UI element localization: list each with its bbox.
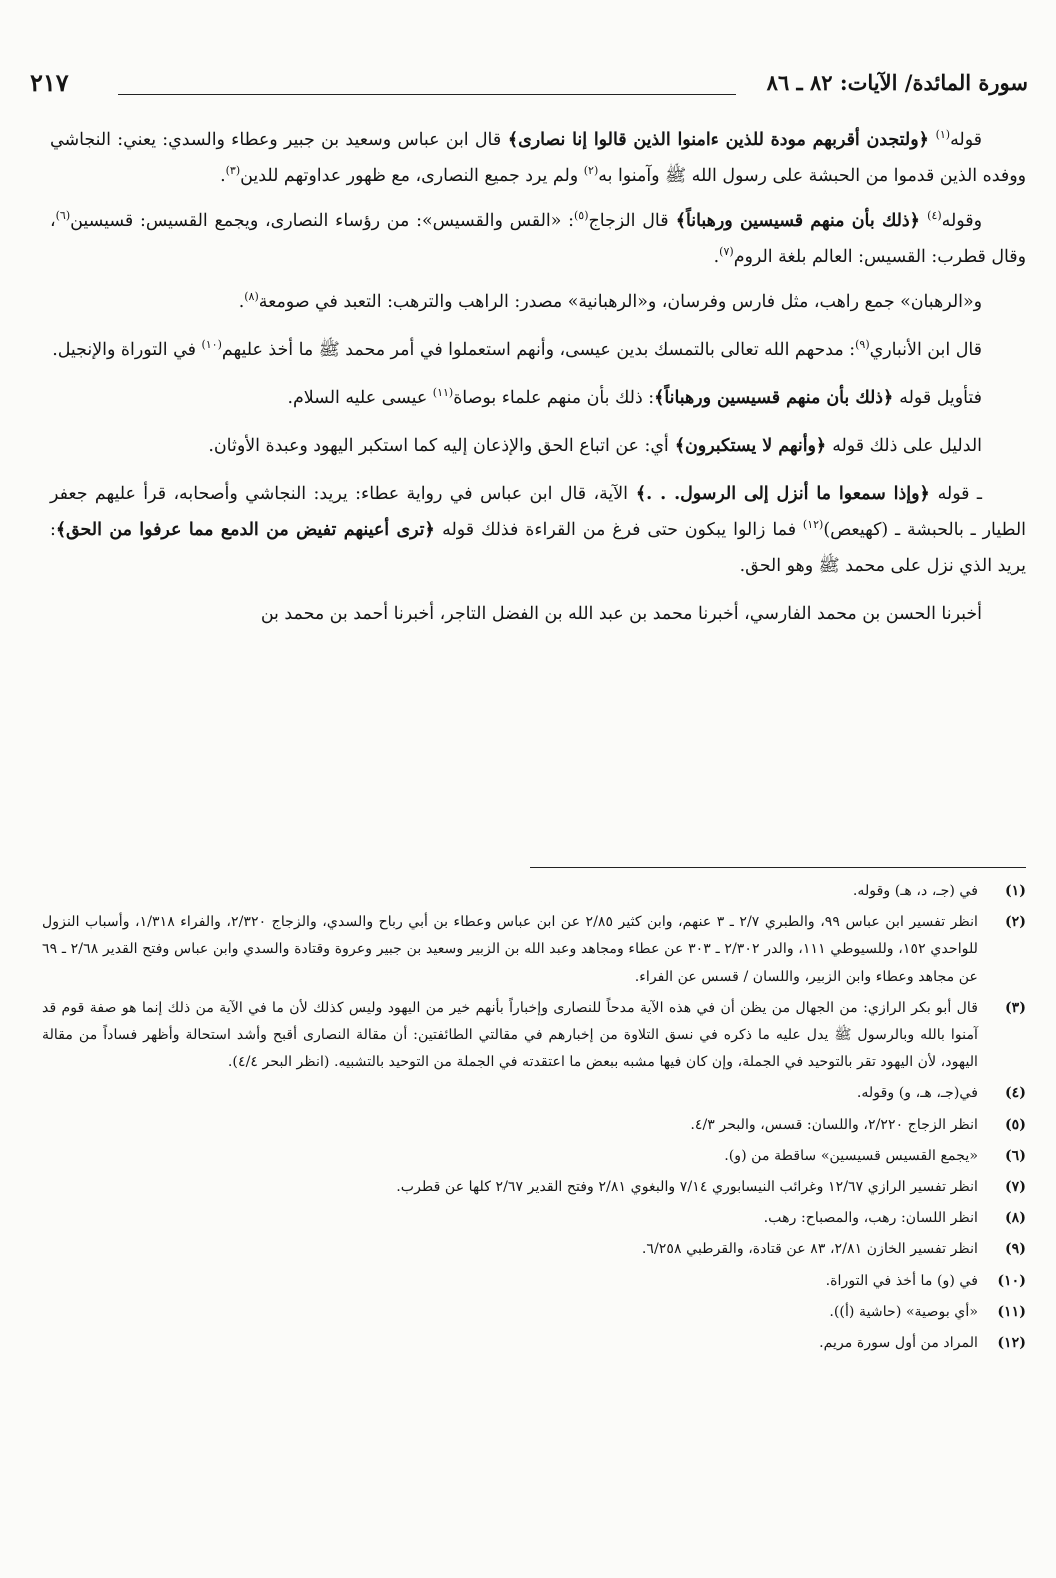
paragraph-text: قال الزجاج — [588, 211, 669, 231]
paragraph-8 — [50, 596, 1026, 632]
footnote-number: (١٢) — [997, 1335, 1026, 1352]
footnote-text: في(جـ، هـ، و) وقوله. — [856, 1085, 978, 1102]
footnote-ref: (٨) — [244, 290, 259, 304]
paragraph-text: : «القس والقسيس»: من رؤساء النصارى، ويجمع القسيس: قسيسين — [70, 211, 574, 231]
footnote-number: (١٠) — [997, 1272, 1026, 1289]
paragraph-text: أخبرنا الحسن بن محمد الفارسي، أخبرنا محمد بن عبد الله بن الفضل التاجر، أخبرنا أحمد بن محمد بن — [260, 604, 982, 624]
paragraph-text: الآية، قال ابن عباس في رواية عطاء: يريد: النجاشي وأصحابه، قرأ عليهم جعفر الطيار ـ بالحبشة ـ (كهيعص) — [50, 484, 1027, 540]
footnote — [42, 1236, 1026, 1263]
footnote-ref: (١٢) — [802, 518, 824, 532]
quran-quote: ﴿ولتجدن أقربهم مودة للذين ءامنوا الذين قالوا إنا نصارى﴾ — [501, 130, 936, 150]
paragraph-text: قال ابن الأنباري — [869, 340, 982, 360]
footnote-text: في (و) ما أخذ في التوراة. — [825, 1272, 978, 1289]
paragraph-text: . — [238, 292, 245, 312]
footnote-text: في (جـ، د، هـ) وقوله. — [852, 883, 978, 899]
paragraph-text: فتأويل قوله — [899, 388, 982, 408]
paragraph-text: و«الرهبان» جمع راهب، مثل فارس وفرسان، و«الرهبانية» مصدر: الراهب والترهب: التعبد في صومعة — [258, 292, 982, 312]
paragraph-text: ولم يرد جميع النصارى، مع ظهور عداوتهم للدين — [240, 166, 584, 186]
quran-quote: ﴿وإذا سمعوا ما أنزل إلى الرسول. . .﴾ — [628, 484, 938, 504]
running-header — [30, 70, 1028, 106]
footnote — [42, 1112, 1026, 1139]
footnote-number: (٦) — [1004, 1147, 1026, 1164]
footnote-text: «أي بوصية» (حاشية (أ)). — [829, 1303, 978, 1320]
footnote — [42, 1174, 1026, 1201]
footnote — [42, 1330, 1026, 1357]
quran-quote: ﴿ذلك بأن منهم قسيسين ورهباناً﴾ — [668, 211, 928, 231]
paragraph-text: ـ قوله — [937, 484, 982, 504]
paragraph-text: ، وقال قطرب: القسيس: العالم بلغة الروم — [50, 211, 1026, 267]
footnote-text: المراد من أول سورة مريم. — [819, 1335, 978, 1352]
footnote-ref: (٣) — [225, 164, 241, 178]
footnote-number: (٥) — [1004, 1116, 1026, 1133]
footnote-number: (١١) — [997, 1303, 1026, 1320]
paragraph-text: فما زالوا يبكون حتى فرغ من القراءة فذلك قوله — [442, 520, 803, 540]
footnote-number: (٤) — [1004, 1085, 1026, 1102]
paragraph-text: أي: عن اتباع الحق والإذعان إليه كما استكبر اليهود وعبدة الأوثان. — [208, 436, 669, 456]
footnote-text: انظر تفسير ابن عباس ٩٩، والطبري ٢/٧ ـ ٣ عنهم، وابن كثير ٢/٨٥ عن ابن عباس وعطاء بن أبي رباح والسدي، والزجاج ٢/٣٢٠، والفراء ١/٣١٨، وأسباب النزول للواحدي ١٥٢، وللسيوطي ١١١، والدر ٢/٣٠٢ ـ ٣٠٣ عن عطاء ومجاهد وعبد الله بن الزبير وسعيد بن جبير وعروة وقتادة والسدي وابن عباس وفتح القدير ٢/٦٨ ـ ٦٩ عن مجاهد وعطاء وابن الزبير، واللسان / قسس عن الفراء. — [42, 914, 978, 985]
footnote-number: (٢) — [1004, 914, 1026, 931]
footnote-text: قال أبو بكر الرازي: من الجهال من يظن أن في هذه الآية مدحاً للنصارى وإخباراً بأنهم خير من اليهود وليس كذلك لأن ما في الآية من ذلك إنما هو صفة قوم قد آمنوا بالله وبالرسول ﷺ يدل عليه ما ذكره في نسق التلاوة من إخبارهم في مقالتي الطائفتين: أن مقالة النصارى أقبح وأشد استحالة وأظهر فساداً من مقالة اليهود، لأن اليهود تقر بالتوحيد في الجملة، وإن كان فيها مشبه ببعض ما اعتقدته في الجملة من التوحيد بالتشبيه. (انظر البحر ٤/٤). — [42, 999, 978, 1071]
footnote-number: (٧) — [1004, 1179, 1026, 1196]
footnote — [42, 995, 1026, 1077]
footnote-number: (٨) — [1004, 1210, 1026, 1227]
paragraph-text: الدليل على ذلك قوله — [832, 436, 982, 456]
paragraph-text: في التوراة والإنجيل. — [52, 340, 202, 360]
paragraph-text: عيسى عليه السلام. — [287, 388, 433, 408]
paragraph-text: وقوله — [941, 211, 982, 231]
paragraph-4 — [50, 332, 1026, 368]
quran-quote: ﴿ترى أعينهم تفيض من الدمع مما عرفوا من الحق﴾ — [55, 520, 443, 540]
footnote-text: انظر اللسان: رهب، والمصباح: رهب. — [763, 1210, 978, 1227]
paragraph-text: : ذلك بأن منهم علماء بوصاة — [453, 388, 655, 408]
footnote-ref: (٩) — [855, 338, 870, 352]
footnote-ref: (١) — [935, 128, 951, 142]
paragraph-text: قوله — [950, 130, 982, 150]
page-number: ٢١٧ — [30, 68, 69, 97]
footnote-ref: (١٠) — [201, 338, 222, 352]
footnote — [42, 878, 1026, 905]
paragraph-text: : مدحهم الله تعالى بالتمسك بدين عيسى، وأنهم استعملوا في أمر محمد ﷺ ما أخذ عليهم — [221, 340, 856, 360]
footnote — [42, 1205, 1026, 1232]
footnote-text: «يجمع القسيس قسيسين» ساقطة من (و). — [724, 1147, 978, 1164]
footnote-text: انظر الزجاج ٢/٢٢٠، واللسان: قسس، والبحر ٤/٣. — [690, 1116, 978, 1133]
quran-quote: ﴿ذلك بأن منهم قسيسين ورهباناً﴾ — [654, 388, 900, 408]
paragraph-text: قال ابن عباس وسعيد بن جبير وعطاء والسدي: يعني: النجاشي ووفده الذين قدموا من الحبشة على رسول الله ﷺ وآمنوا به — [50, 130, 1026, 186]
main-text — [50, 122, 1026, 644]
footnote — [42, 1268, 1026, 1295]
footnote-ref: (٤) — [927, 209, 942, 223]
footnote-separator — [530, 867, 1026, 868]
footnotes — [42, 878, 1026, 1361]
quran-quote: ﴿وأنهم لا يستكبرون﴾ — [668, 436, 833, 456]
footnote — [42, 1080, 1026, 1107]
paragraph-6 — [50, 428, 1026, 464]
paragraph-7 — [50, 476, 1026, 584]
footnote-number: (٣) — [1004, 999, 1026, 1016]
footnote-ref: (٥) — [573, 209, 589, 223]
paragraph-3 — [50, 284, 1026, 320]
footnote-text: انظر تفسير الرازي ١٢/٦٧ وغرائب النيسابوري ٧/١٤ والبغوي ٢/٨١ وفتح القدير ٢/٦٧ كلها عن قطرب. — [396, 1179, 978, 1196]
footnote — [42, 909, 1026, 991]
paragraph-text: : يريد الذي نزل على محمد ﷺ وهو الحق. — [50, 520, 1026, 576]
surah-verses-title: سورة المائدة/ الآيات: ٨٢ ـ ٨٦ — [766, 70, 1028, 95]
footnote-ref: (٦) — [55, 209, 71, 223]
paragraph-text: . — [220, 166, 226, 186]
footnote-text: انظر تفسير الخازن ٢/٨١، ٨٣ عن قتادة، والقرطبي ٦/٢٥٨. — [641, 1241, 978, 1258]
footnote-ref: (٧) — [719, 245, 734, 259]
paragraph-5 — [50, 380, 1026, 416]
paragraph-2 — [50, 203, 1026, 275]
paragraph-1 — [50, 122, 1026, 194]
header-rule — [118, 94, 736, 95]
footnote-number: (١) — [1004, 883, 1026, 899]
footnote-ref: (٢) — [583, 164, 599, 178]
footnote-number: (٩) — [1004, 1241, 1026, 1258]
paragraph-text: . — [713, 247, 720, 267]
footnote — [42, 1299, 1026, 1326]
footnote — [42, 1143, 1026, 1170]
footnote-ref: (١١) — [432, 386, 454, 400]
